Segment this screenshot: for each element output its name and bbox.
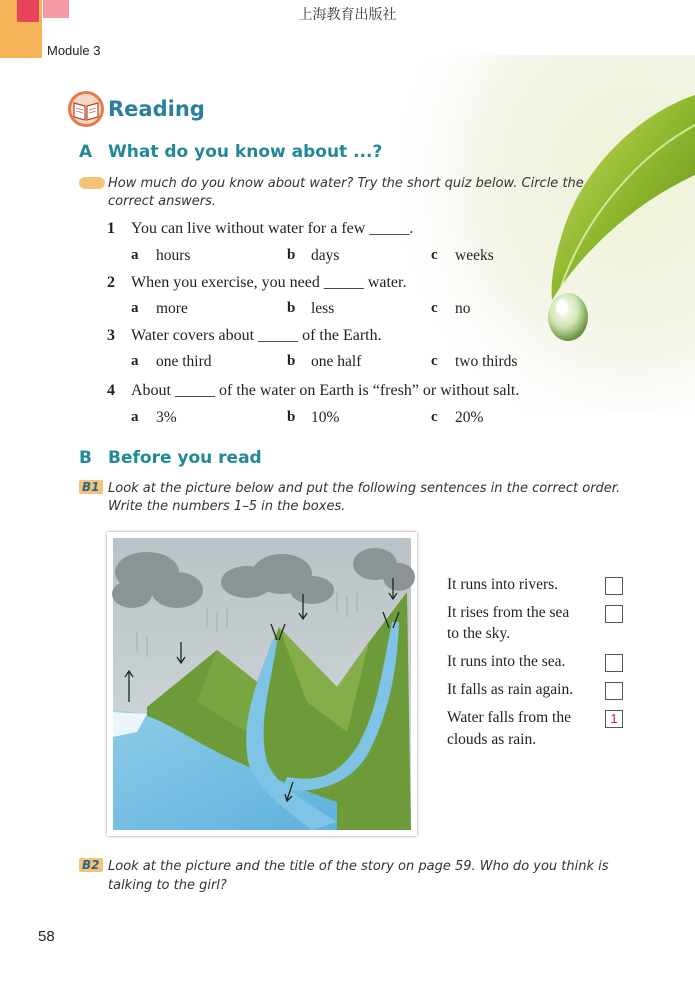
option-text[interactable]: one third <box>156 353 212 370</box>
section-a-instruction-line-1: How much do you know about water? Try the short quiz below. Circle the <box>108 176 584 191</box>
sentence-1-line-1: It runs into rivers. <box>447 576 559 593</box>
b1-instruction-line-1: Look at the picture below and put the following sentences in the correct order. <box>108 481 621 496</box>
water-cycle-picture <box>107 532 417 836</box>
option-text[interactable]: more <box>156 300 188 317</box>
option-letter: b <box>287 247 296 263</box>
section-b-letter: B <box>79 448 92 468</box>
option-text[interactable]: 3% <box>156 409 177 426</box>
instruction-marker <box>79 177 105 189</box>
option-text[interactable]: 20% <box>455 409 484 426</box>
b2-instruction-line-1: Look at the picture and the title of the story on page 59. Who do you think is <box>108 859 609 874</box>
option-text[interactable]: hours <box>156 247 191 264</box>
option-letter: c <box>431 409 438 425</box>
option-text[interactable]: two thirds <box>455 353 518 370</box>
b2-badge: B2 <box>79 858 103 872</box>
sentence-2-line-1: It rises from the sea <box>447 604 570 621</box>
question-number: 4 <box>107 382 115 399</box>
question-number: 1 <box>107 220 115 237</box>
option-letter: b <box>287 409 296 425</box>
b1-instruction-line-2: Write the numbers 1–5 in the boxes. <box>108 499 346 514</box>
b2-instruction-line-2: talking to the girl? <box>108 878 227 893</box>
option-letter: b <box>287 353 296 369</box>
book-icon <box>66 90 106 128</box>
section-a-instruction-line-2: correct answers. <box>108 194 217 209</box>
question-text: When you exercise, you need _____ water. <box>131 274 407 291</box>
option-letter: a <box>131 353 139 369</box>
option-letter: c <box>431 247 438 263</box>
question-text: Water covers about _____ of the Earth. <box>131 327 382 344</box>
answer-box[interactable]: 1 <box>605 710 623 728</box>
option-letter: a <box>131 409 139 425</box>
sentence-4-line-1: It falls as rain again. <box>447 681 574 698</box>
sentence-5-line-2: clouds as rain. <box>447 731 537 748</box>
option-text[interactable]: less <box>311 300 335 317</box>
answer-box[interactable] <box>605 577 623 595</box>
question-number: 3 <box>107 327 115 344</box>
option-text[interactable]: one half <box>311 353 362 370</box>
sentence-2-line-2: to the sky. <box>447 625 511 642</box>
leaf-water-drop-photo <box>380 55 695 410</box>
b1-badge: B1 <box>79 480 103 494</box>
option-letter: a <box>131 300 139 316</box>
answer-box[interactable] <box>605 654 623 672</box>
answer-box[interactable] <box>605 605 623 623</box>
page-number: 58 <box>38 928 55 945</box>
question-number: 2 <box>107 274 115 291</box>
sentence-3-line-1: It runs into the sea. <box>447 653 566 670</box>
module-label: Module 3 <box>47 43 101 58</box>
publisher-name: 上海教育出版社 <box>298 7 397 23</box>
option-letter: b <box>287 300 296 316</box>
option-text[interactable]: 10% <box>311 409 340 426</box>
question-text: About _____ of the water on Earth is “fresh” or without salt. <box>131 382 520 399</box>
sentence-5-line-1: Water falls from the <box>447 709 571 726</box>
section-a-title: What do you know about ...? <box>108 142 383 162</box>
option-letter: c <box>431 300 438 316</box>
option-text[interactable]: days <box>311 247 340 264</box>
question-text: You can live without water for a few _____. <box>131 220 414 237</box>
option-letter: a <box>131 247 139 263</box>
answer-box[interactable] <box>605 682 623 700</box>
option-text[interactable]: weeks <box>455 247 494 264</box>
section-b-title: Before you read <box>108 448 262 468</box>
section-a-letter: A <box>79 142 93 162</box>
page-title: Reading <box>108 97 205 121</box>
option-text[interactable]: no <box>455 300 471 317</box>
option-letter: c <box>431 353 438 369</box>
